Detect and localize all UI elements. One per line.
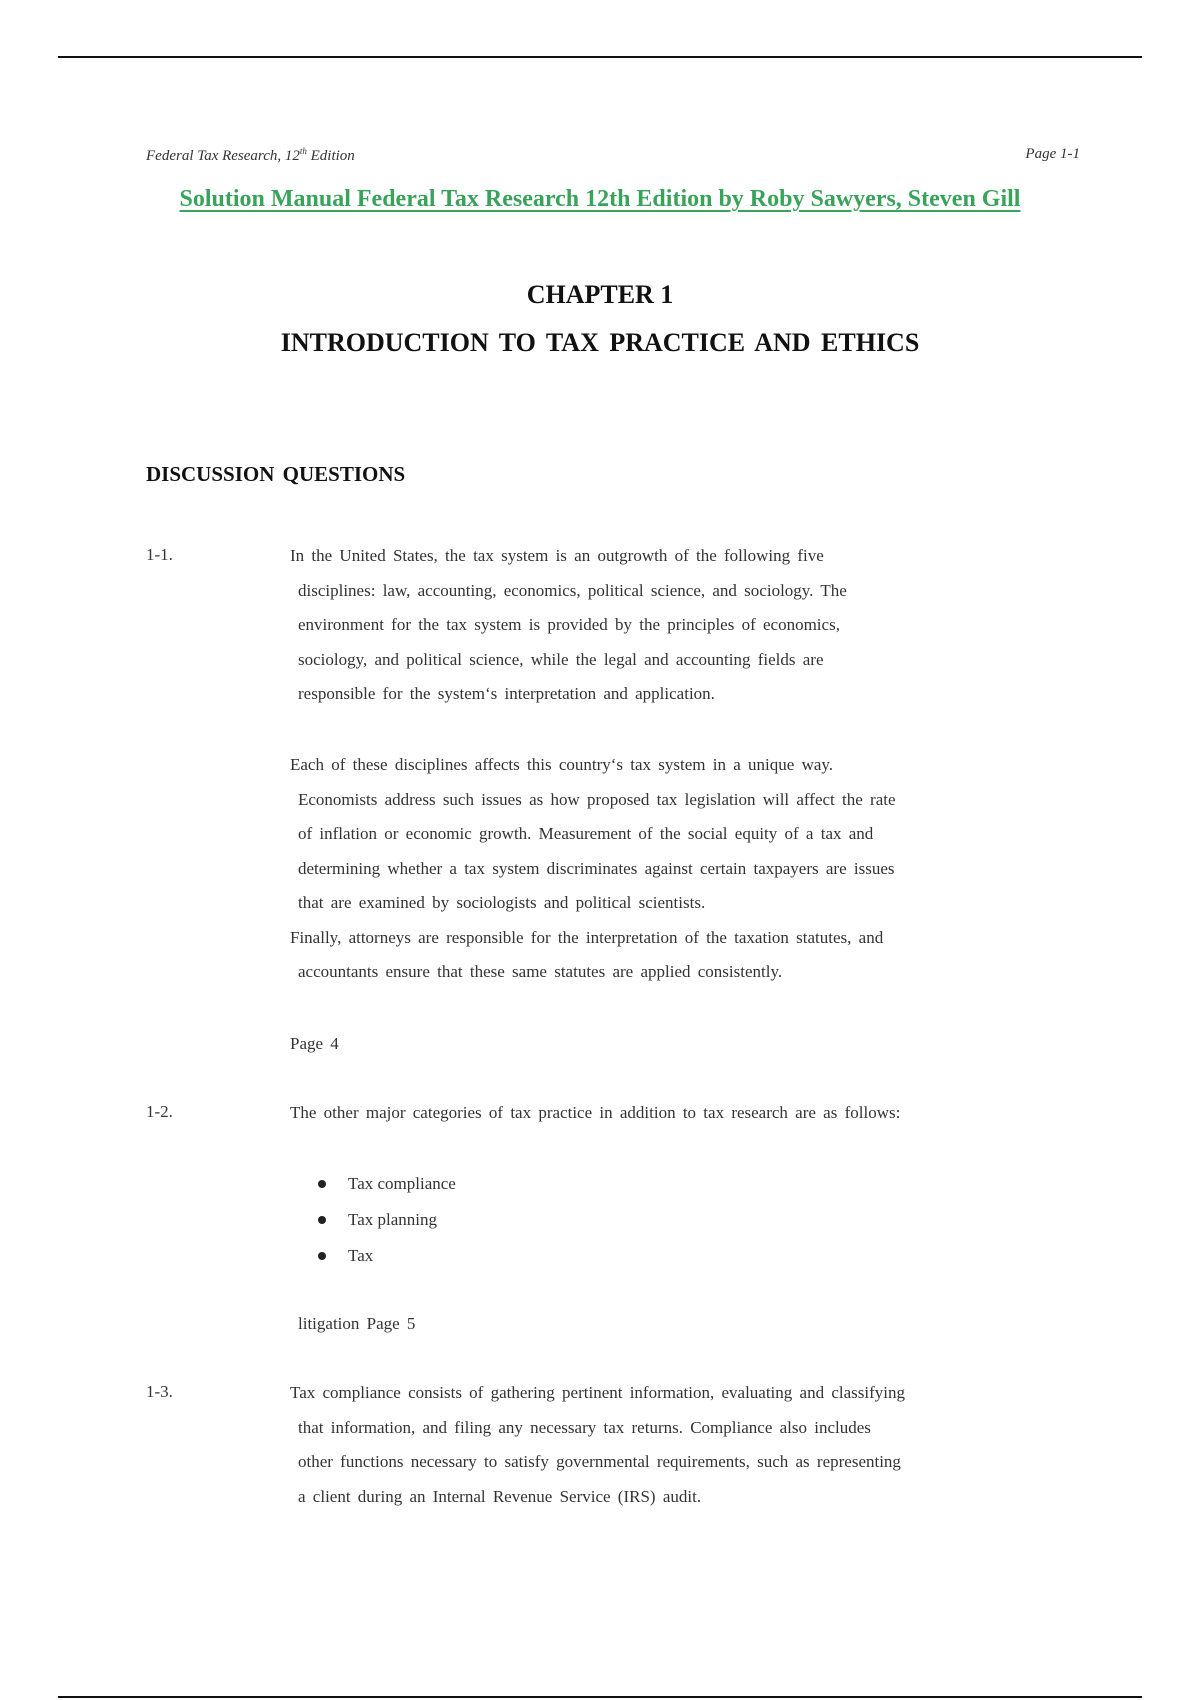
question-1-2-bullet-list [318, 1166, 456, 1274]
paragraph-line: Each of these disciplines affects this country‘s tax system in a unique way. [290, 755, 834, 774]
paragraph-line: disciplines: law, accounting, economics, political science, and sociology. The [298, 580, 847, 600]
question-1-1-paragraph-2 [290, 748, 1060, 990]
paragraph-line: responsible for the system‘s interpretation and application. [298, 684, 715, 703]
paragraph-line: of inflation or economic growth. Measurement of the social equity of a tax and [298, 824, 874, 843]
list-item: Tax [318, 1238, 456, 1274]
paragraph-line: determining whether a tax system discriminates against certain taxpayers are issues [298, 858, 895, 878]
header-book-title: Federal Tax Research, 12th Edition [146, 146, 355, 164]
bullet-icon [318, 1180, 326, 1188]
bullet-icon [318, 1252, 326, 1260]
paragraph-line: that are examined by sociologists and political scientists. [298, 893, 706, 912]
list-item: Tax compliance [318, 1166, 456, 1202]
question-number-1-1: 1-1. [146, 545, 173, 564]
page-reference: litigation Page 5 [298, 1314, 416, 1333]
question-1-2-intro [290, 1096, 1060, 1131]
question-number-1-2: 1-2. [146, 1102, 173, 1121]
question-1-1-page-ref [290, 1027, 1060, 1062]
paragraph-line: Economists address such issues as how proposed tax legislation will affect the rate [298, 789, 896, 809]
paragraph-line: that information, and filing any necessary tax returns. Compliance also includes [298, 1417, 871, 1437]
chapter-title: INTRODUCTION TO TAX PRACTICE AND ETHICS [280, 328, 920, 357]
paragraph-line: a client during an Internal Revenue Service (IRS) audit. [298, 1486, 702, 1506]
chapter-number: CHAPTER 1 [526, 280, 674, 309]
header-page-number: Page 1-1 [1025, 146, 1080, 162]
question-1-1-paragraph-1 [290, 539, 1060, 712]
paragraph-line: The other major categories of tax practice in addition to tax research are as follows: [290, 1103, 901, 1122]
top-rule [58, 56, 1142, 58]
page-reference: Page 4 [290, 1034, 339, 1053]
paragraph-line: In the United States, the tax system is an outgrowth of the following five [290, 546, 824, 565]
paragraph-line: accountants ensure that these same statutes are applied consistently. [298, 962, 783, 981]
paragraph-line: sociology, and political science, while the legal and accounting fields are [298, 649, 824, 669]
question-number-1-3: 1-3. [146, 1382, 173, 1401]
bottom-rule [58, 1696, 1142, 1698]
paragraph-line: environment for the tax system is provided by the principles of economics, [298, 615, 840, 634]
solution-manual-title-link[interactable]: Solution Manual Federal Tax Research 12th Edition by Roby Sawyers, Steven Gill [179, 186, 1021, 212]
question-1-2-trailing [290, 1307, 1060, 1342]
question-1-3-paragraph [290, 1376, 1060, 1514]
bullet-icon [318, 1216, 326, 1224]
paragraph-line: other functions necessary to satisfy governmental requirements, such as representing [298, 1452, 901, 1471]
paragraph-line: Finally, attorneys are responsible for the interpretation of the taxation statutes, and [290, 927, 884, 947]
paragraph-line: Tax compliance consists of gathering pertinent information, evaluating and classifying [290, 1383, 905, 1402]
list-item: Tax planning [318, 1202, 456, 1238]
section-heading: DISCUSSION QUESTIONS [146, 462, 406, 486]
